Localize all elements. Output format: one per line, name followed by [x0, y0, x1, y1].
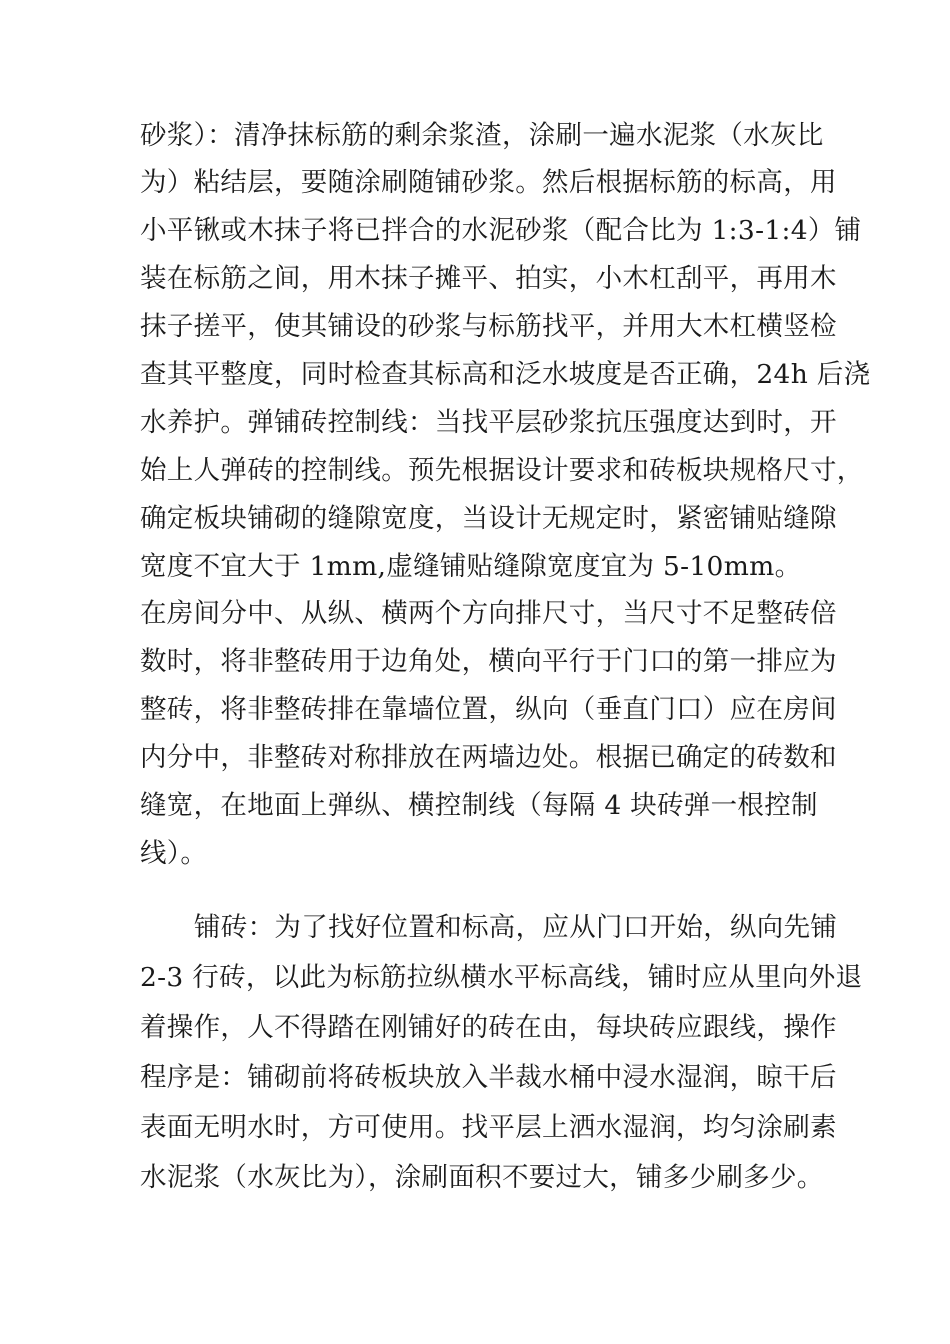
text-line: 水泥浆（水灰比为），涂刷面积不要过大，铺多少刷多少。 — [140, 1162, 824, 1193]
text-line: 缝宽，在地面上弹纵、横控制线（每隔 4 块砖弹一根控制 — [140, 790, 818, 821]
text-line: 内分中，非整砖对称排放在两墙边处。根据已确定的砖数和 — [140, 742, 837, 773]
text-line: 砂浆）：清净抹标筋的剩余浆渣，涂刷一遍水泥浆（水灰比 — [140, 120, 824, 151]
text-line: 抹子搓平，使其铺设的砂浆与标筋找平，并用大木杠横竖检 — [140, 311, 837, 342]
text-line: 始上人弹砖的控制线。预先根据设计要求和砖板块规格尺寸， — [140, 455, 864, 486]
text-line: 宽度不宜大于 1mm,虚缝铺贴缝隙宽度宜为 5-10mm。 — [140, 551, 802, 582]
text-line: 在房间分中、从纵、横两个方向排尺寸，当尺寸不足整砖倍 — [140, 598, 837, 629]
text-line: 数时，将非整砖用于边角处，横向平行于门口的第一排应为 — [140, 646, 837, 677]
text-line: 着操作，人不得踏在刚铺好的砖在由，每块砖应跟线，操作 — [140, 1012, 837, 1043]
text-line: 小平锹或木抹子将已拌合的水泥砂浆（配合比为 1:3-1:4）铺 — [140, 215, 862, 246]
text-line: 线）。 — [140, 838, 208, 869]
text-line: 装在标筋之间，用木抹子摊平、拍实，小木杠刮平，再用木 — [140, 263, 837, 294]
text-line: 2-3 行砖，以此为标筋拉纵横水平标高线，铺时应从里向外退 — [140, 962, 863, 993]
text-line: 确定板块铺砌的缝隙宽度，当设计无规定时，紧密铺贴缝隙 — [140, 503, 837, 534]
text-line: 程序是：铺砌前将砖板块放入半裁水桶中浸水湿润，晾干后 — [140, 1062, 837, 1093]
text-line: 查其平整度，同时检查其标高和泛水坡度是否正确，24h 后浇 — [140, 359, 871, 390]
text-line: 为）粘结层，要随涂刷随铺砂浆。然后根据标筋的标高，用 — [140, 167, 837, 198]
text-line: 铺砖：为了找好位置和标高，应从门口开始，纵向先铺 — [194, 912, 838, 943]
text-line: 整砖，将非整砖排在靠墙位置，纵向（垂直门口）应在房间 — [140, 694, 837, 725]
text-line: 水养护。弹铺砖控制线：当找平层砂浆抗压强度达到时，开 — [140, 407, 837, 438]
text-line: 表面无明水时，方可使用。找平层上洒水湿润，均匀涂刷素 — [140, 1112, 837, 1143]
